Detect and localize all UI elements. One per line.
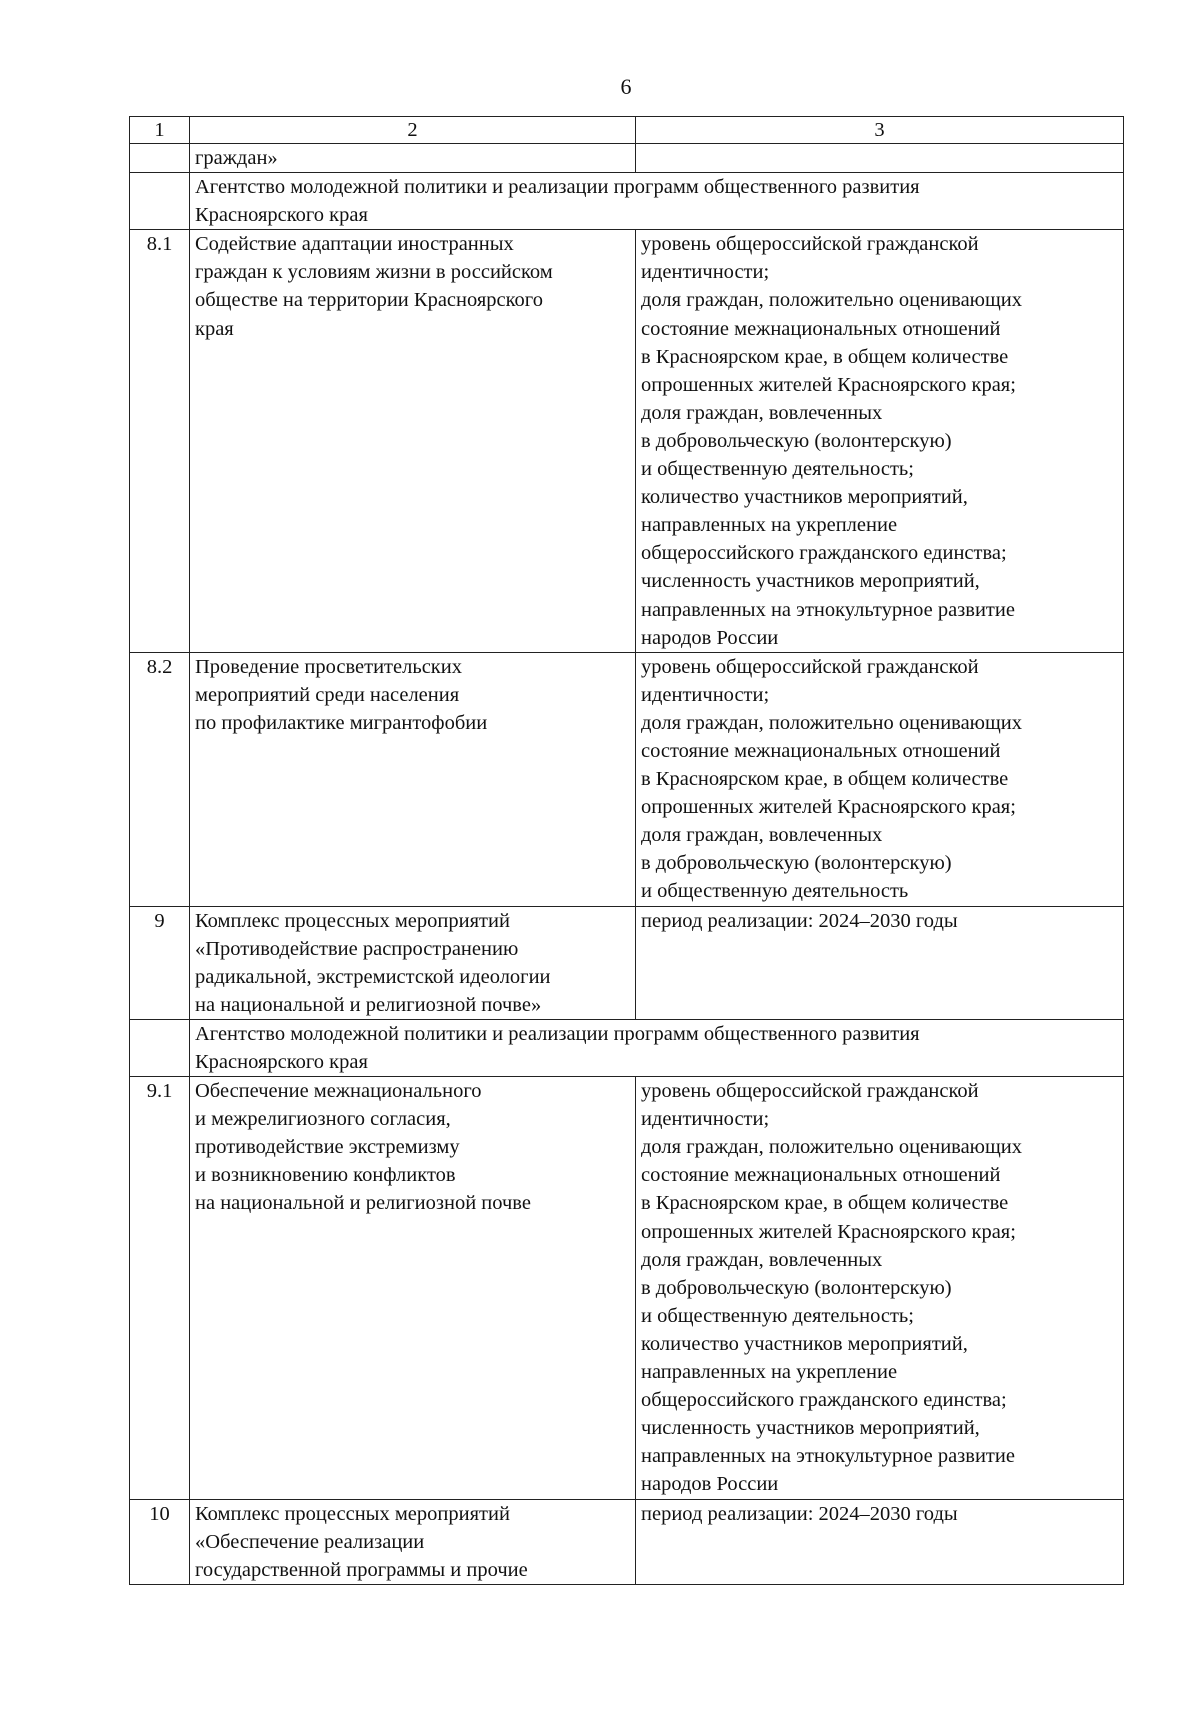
cell-text-line: состояние межнациональных отношений xyxy=(641,1164,1001,1187)
cell-text-line: количество участников мероприятий, xyxy=(641,1332,968,1355)
row-number xyxy=(130,173,190,230)
indicators-cell xyxy=(636,230,1124,652)
cell-text-line: граждан к условиям жизни в российском xyxy=(195,261,553,284)
column-header: 2 xyxy=(190,117,636,144)
agency-name-cell xyxy=(190,173,1124,230)
cell-text-line: численность участников мероприятий, xyxy=(641,1417,980,1440)
cell-text-line: доля граждан, положительно оценивающих xyxy=(641,711,1022,734)
cell-text-line: доля граждан, вовлеченных xyxy=(641,824,883,847)
cell-text-line: Комплекс процессных мероприятий xyxy=(195,909,510,932)
cell-text-line: опрошенных жителей Красноярского края; xyxy=(641,1220,1016,1243)
cell-text-line: на национальной и религиозной почве» xyxy=(195,993,542,1016)
cell-text-line: в добровольческую (волонтерскую) xyxy=(641,1276,952,1299)
row-number: 8.2 xyxy=(130,652,190,906)
cell-text-line: направленных на укрепление xyxy=(641,514,898,537)
cell-text-line: направленных на этнокультурное развитие xyxy=(641,1445,1015,1468)
cell-text-line: уровень общероссийской гражданской xyxy=(641,233,979,256)
column-header: 1 xyxy=(130,117,190,144)
cell-text-line: и возникновению конфликтов xyxy=(195,1164,456,1187)
cell-text-line: Красноярского края xyxy=(195,204,368,227)
agency-name-cell xyxy=(190,1019,1124,1076)
cell-text-line: Комплекс процессных мероприятий xyxy=(195,1502,510,1525)
cell-text-line: уровень общероссийской гражданской xyxy=(641,1080,979,1103)
cell-text-line: период реализации: 2024–2030 годы xyxy=(641,1502,958,1525)
cell-text-line: доля граждан, положительно оценивающих xyxy=(641,289,1022,312)
table-row xyxy=(130,906,1124,1019)
cell-text-line: государственной программы и прочие xyxy=(195,1558,528,1581)
cell-text-line: и межрелигиозного согласия, xyxy=(195,1108,451,1131)
cell-text-line: общероссийского гражданского единства; xyxy=(641,1389,1007,1412)
table-row xyxy=(130,144,1124,173)
cell-text-line: мероприятий среди населения xyxy=(195,683,460,706)
indicators-cell xyxy=(636,1499,1124,1584)
row-number: 8.1 xyxy=(130,230,190,652)
measure-name-cell xyxy=(190,1499,636,1584)
indicators-cell xyxy=(636,144,1124,173)
table-row xyxy=(130,230,1124,652)
cell-text-line: идентичности; xyxy=(641,261,770,284)
measure-name-cell xyxy=(190,144,636,173)
cell-text-line: Содействие адаптации иностранных xyxy=(195,233,514,256)
cell-text-line: народов России xyxy=(641,626,779,649)
cell-text-line: граждан» xyxy=(195,147,278,169)
cell-text-line: Красноярского края xyxy=(195,1051,368,1073)
indicators-cell xyxy=(636,1077,1124,1499)
cell-text-line: Агентство молодежной политики и реализации программ общественного развития xyxy=(195,176,920,199)
cell-text-line: в Красноярском крае, в общем количестве xyxy=(641,1192,1009,1215)
measure-name-cell xyxy=(190,906,636,1019)
cell-text-line: количество участников мероприятий, xyxy=(641,486,968,509)
cell-text-line: общероссийского гражданского единства; xyxy=(641,542,1007,565)
cell-text-line: идентичности; xyxy=(641,1108,770,1131)
cell-text-line: «Противодействие распространению xyxy=(195,937,519,960)
cell-text-line: обществе на территории Красноярского xyxy=(195,289,543,312)
cell-text-line: Обеспечение межнационального xyxy=(195,1080,482,1103)
indicators-cell xyxy=(636,652,1124,906)
table-header-row xyxy=(130,117,1124,144)
indicators-cell xyxy=(636,906,1124,1019)
cell-text-line: «Обеспечение реализации xyxy=(195,1530,425,1553)
cell-text-line: в Красноярском крае, в общем количестве xyxy=(641,768,1009,791)
cell-text-line: доля граждан, вовлеченных xyxy=(641,401,883,424)
cell-text-line: в добровольческую (волонтерскую) xyxy=(641,852,952,875)
cell-text-line: уровень общероссийской гражданской xyxy=(641,655,979,678)
cell-text-line: противодействие экстремизму xyxy=(195,1136,460,1159)
cell-text-line: состояние межнациональных отношений xyxy=(641,739,1001,762)
agency-row xyxy=(130,173,1124,230)
cell-text-line: доля граждан, положительно оценивающих xyxy=(641,1136,1022,1159)
row-number: 10 xyxy=(130,1499,190,1584)
cell-text-line: направленных на этнокультурное развитие xyxy=(641,598,1015,621)
cell-text-line: направленных на укрепление xyxy=(641,1361,898,1384)
page-number: 6 xyxy=(620,74,632,99)
agency-row xyxy=(130,1019,1124,1076)
cell-text-line: и общественную деятельность; xyxy=(641,1304,914,1327)
table-row xyxy=(130,1499,1124,1584)
column-header: 3 xyxy=(636,117,1124,144)
cell-text-line: опрошенных жителей Красноярского края; xyxy=(641,373,1016,396)
measure-name-cell xyxy=(190,230,636,652)
cell-text-line: в добровольческую (волонтерскую) xyxy=(641,429,952,452)
row-number: 9.1 xyxy=(130,1077,190,1499)
cell-text-line: и общественную деятельность xyxy=(641,880,909,903)
table-row xyxy=(130,652,1124,906)
cell-text-line: доля граждан, вовлеченных xyxy=(641,1248,883,1271)
measure-name-cell xyxy=(190,1077,636,1499)
cell-text-line: и общественную деятельность; xyxy=(641,458,914,481)
cell-text-line: Агентство молодежной политики и реализации программ общественного развития xyxy=(195,1022,920,1045)
cell-text-line: период реализации: 2024–2030 годы xyxy=(641,909,958,932)
cell-text-line: идентичности; xyxy=(641,683,770,706)
cell-text-line: состояние межнациональных отношений xyxy=(641,317,1001,340)
measures-table xyxy=(129,116,1124,1585)
cell-text-line: опрошенных жителей Красноярского края; xyxy=(641,796,1016,819)
cell-text-line: народов России xyxy=(641,1473,779,1496)
row-number: 9 xyxy=(130,906,190,1019)
row-number xyxy=(130,144,190,173)
cell-text-line: по профилактике мигрантофобии xyxy=(195,711,488,734)
cell-text-line: в Красноярском крае, в общем количестве xyxy=(641,345,1009,368)
cell-text-line: численность участников мероприятий, xyxy=(641,570,980,593)
cell-text-line: Проведение просветительских xyxy=(195,655,462,678)
table-row xyxy=(130,1077,1124,1499)
cell-text-line: края xyxy=(195,317,234,340)
cell-text-line: на национальной и религиозной почве xyxy=(195,1192,531,1215)
row-number xyxy=(130,1019,190,1076)
cell-text-line: радикальной, экстремистской идеологии xyxy=(195,965,551,988)
measure-name-cell xyxy=(190,652,636,906)
